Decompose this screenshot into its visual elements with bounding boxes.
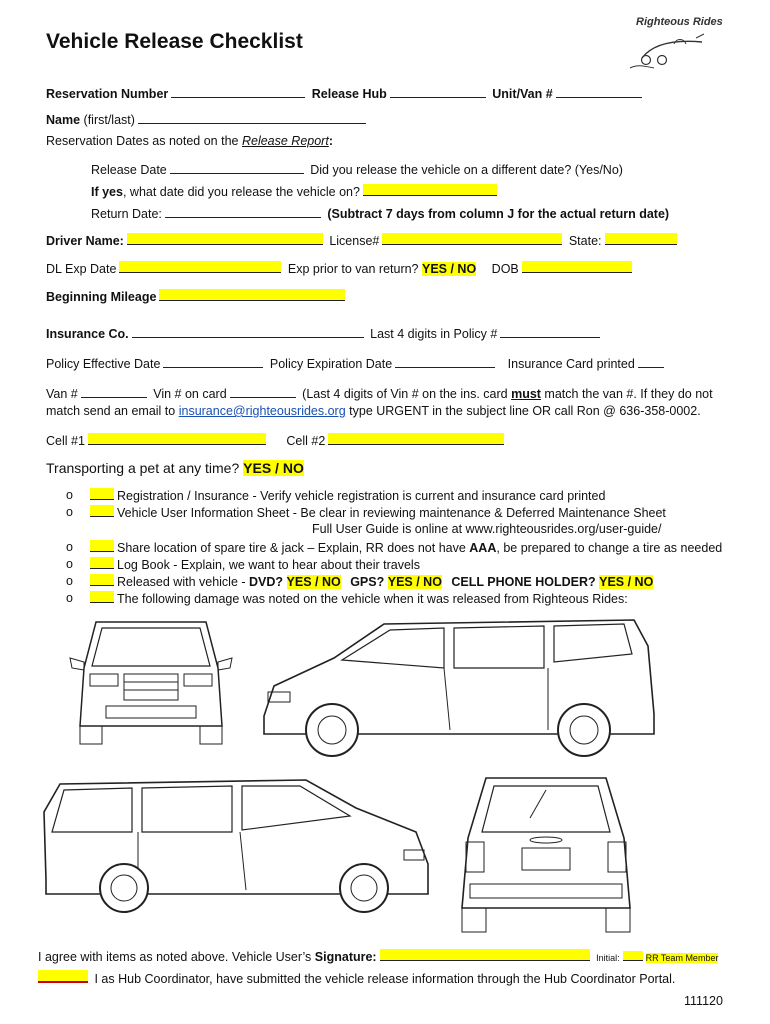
vin-note: (Last 4 digits of Vin # on the ins. card — [302, 387, 512, 401]
checklist-bullet: o — [66, 591, 73, 605]
logo-icon — [624, 28, 714, 70]
name-label: Name — [46, 113, 81, 127]
release-date-label: Release Date — [91, 163, 167, 177]
rr-team-label: RR Team Member — [645, 953, 719, 963]
dvd-yes-no[interactable]: YES / NO — [286, 575, 341, 589]
beginning-mileage-field[interactable] — [159, 289, 345, 301]
insurance-row — [46, 326, 603, 342]
exp-prior-yes-no[interactable]: YES / NO — [422, 262, 477, 276]
checkbox-blank[interactable] — [90, 505, 114, 517]
checklist-item-damage: The following damage was noted on the vehicle when it was released from Righteous Rides: — [90, 591, 628, 607]
cell2-label: Cell #2 — [286, 434, 326, 448]
insurance-card-field[interactable] — [638, 356, 664, 368]
checklist-item-log-book: Log Book - Explain, we want to hear about their travels — [90, 557, 420, 573]
checklist-item-registration: Registration / Insurance - Verify vehicle registration is current and insurance card printed — [90, 488, 605, 504]
reservation-dates-row: Reservation Dates as noted on the Release Report: — [46, 134, 333, 148]
cell1-label: Cell #1 — [46, 434, 85, 448]
signature-field[interactable] — [380, 949, 590, 961]
dob-field[interactable] — [522, 261, 632, 273]
release-hub-label: Release Hub — [311, 87, 387, 101]
checklist-bullet: o — [66, 540, 73, 554]
insurance-card-label: Insurance Card printed — [507, 357, 635, 371]
user-guide-note: Full User Guide is online at www.righteousrides.org/user-guide/ — [312, 522, 662, 536]
vin-note-2: match the van #. If they do not — [540, 387, 713, 401]
cell1-field[interactable] — [88, 433, 266, 445]
subtract-note: (Subtract 7 days from column J for the actual return date) — [327, 207, 670, 221]
release-hub-field[interactable] — [390, 86, 486, 98]
cell-holder-label: CELL PHONE HOLDER? — [451, 575, 596, 589]
license-field[interactable] — [382, 233, 562, 245]
name-row — [46, 112, 369, 128]
policy-expiration-field[interactable] — [395, 356, 495, 368]
van-number-label: Van # — [46, 387, 78, 401]
van-side-view-diagram[interactable] — [254, 606, 664, 766]
cell-holder-yes-no[interactable]: YES / NO — [599, 575, 654, 589]
checklist-item-spare-tire: Share location of spare tire & jack – Explain, RR does not have AAA, be prepared to change a tire as needed — [90, 540, 722, 556]
checklist-bullet: o — [66, 488, 73, 502]
checklist-bullet: o — [66, 557, 73, 571]
vin-row — [46, 386, 713, 402]
return-date-field[interactable] — [165, 206, 321, 218]
policy-effective-field[interactable] — [163, 356, 263, 368]
return-date-label: Return Date: — [91, 207, 162, 221]
release-date-row — [91, 162, 623, 178]
insurance-co-field[interactable] — [132, 326, 364, 338]
van-number-field[interactable] — [81, 386, 147, 398]
return-date-row — [91, 206, 669, 222]
name-field[interactable] — [138, 112, 366, 124]
pet-yes-no[interactable]: YES / NO — [243, 460, 304, 476]
policy-expiration-label: Policy Expiration Date — [269, 357, 393, 371]
if-yes-row — [91, 184, 500, 200]
hub-coordinator-text: I as Hub Coordinator, have submitted the vehicle release information through the Hub Coordinator Portal. — [94, 972, 676, 986]
vin-note-3: match send an email to — [46, 404, 179, 418]
release-report-label: Release Report — [241, 134, 329, 148]
van-left-side-view-diagram[interactable] — [36, 772, 436, 922]
checkbox-blank[interactable] — [90, 557, 114, 569]
state-field[interactable] — [605, 233, 677, 245]
pet-question: Transporting a pet at any time? — [46, 460, 240, 476]
checkbox-blank[interactable] — [90, 488, 114, 500]
beginning-mileage-label: Beginning Mileage — [46, 290, 157, 304]
checklist-bullet: o — [66, 574, 73, 588]
insurance-email-link[interactable]: insurance@righteousrides.org — [178, 404, 346, 418]
vin-on-card-label: Vin # on card — [153, 387, 227, 401]
initial-field[interactable] — [623, 951, 643, 961]
dob-label: DOB — [491, 262, 519, 276]
state-label: State: — [568, 234, 602, 248]
driver-row — [46, 233, 680, 249]
reservation-dates-label: Reservation Dates as noted on the — [46, 134, 242, 148]
mileage-row — [46, 289, 348, 305]
gps-yes-no[interactable]: YES / NO — [387, 575, 442, 589]
reservation-row — [46, 86, 645, 102]
checkbox-blank[interactable] — [90, 540, 114, 552]
unit-van-label: Unit/Van # — [492, 87, 553, 101]
dl-exp-field[interactable] — [119, 261, 281, 273]
page-title: Vehicle Release Checklist — [46, 30, 303, 53]
unit-van-field[interactable] — [556, 86, 642, 98]
license-label: License# — [329, 234, 380, 248]
if-yes-question: , what date did you release the vehicle on? — [122, 185, 360, 199]
dvd-label: DVD? — [249, 575, 284, 589]
signature-label: Signature: — [314, 950, 377, 964]
checklist-item-user-info: Vehicle User Information Sheet - Be clear in reviewing maintenance & Deferred Maintenance Sheet — [90, 505, 666, 521]
exp-prior-label: Exp prior to van return? — [287, 262, 419, 276]
actual-release-date-field[interactable] — [363, 184, 497, 196]
gps-label: GPS? — [350, 575, 385, 589]
reservation-number-field[interactable] — [171, 86, 305, 98]
hub-coordinator-field[interactable] — [38, 970, 88, 983]
agree-text: I agree with items as noted above. Vehicle User’s — [38, 950, 315, 964]
last4-policy-field[interactable] — [500, 326, 600, 338]
checkbox-blank[interactable] — [90, 574, 114, 586]
logo-text: Righteous Rides — [636, 16, 723, 28]
pet-row — [46, 460, 304, 476]
different-date-question: Did you release the vehicle on a different date? (Yes/No) — [310, 163, 623, 177]
van-rear-view-diagram[interactable] — [446, 768, 646, 938]
driver-name-field[interactable] — [127, 233, 323, 245]
release-date-field[interactable] — [170, 162, 304, 174]
driver-name-label: Driver Name: — [46, 234, 124, 248]
vin-row-2 — [46, 404, 701, 419]
last4-policy-label: Last 4 digits in Policy # — [370, 327, 498, 341]
cell-row — [46, 433, 507, 449]
dl-exp-label: DL Exp Date — [46, 262, 117, 276]
must-label: must — [511, 387, 541, 401]
insurance-co-label: Insurance Co. — [46, 327, 129, 341]
initial-label: Initial: — [596, 953, 620, 963]
checklist-item-released-with: Released with vehicle - DVD? YES / NO GPS? YES / NO CELL PHONE HOLDER? YES / NO — [90, 574, 653, 590]
vin-note-4: type URGENT in the subject line OR call Ron @ 636-358-0002. — [345, 404, 701, 418]
name-hint: (first/last) — [83, 113, 135, 127]
checkbox-blank[interactable] — [90, 591, 114, 603]
policy-effective-label: Policy Effective Date — [46, 357, 161, 371]
signature-row — [38, 949, 718, 966]
policy-dates-row — [46, 356, 667, 372]
dl-exp-row — [46, 261, 635, 277]
checklist-bullet: o — [66, 505, 73, 519]
if-yes-label: If yes — [91, 185, 123, 199]
hub-coordinator-row — [38, 970, 675, 987]
reservation-number-label: Reservation Number — [46, 87, 169, 101]
cell2-field[interactable] — [328, 433, 504, 445]
vin-on-card-field[interactable] — [230, 386, 296, 398]
van-front-view-diagram[interactable] — [66, 608, 236, 748]
form-code: 111120 — [684, 994, 723, 1008]
